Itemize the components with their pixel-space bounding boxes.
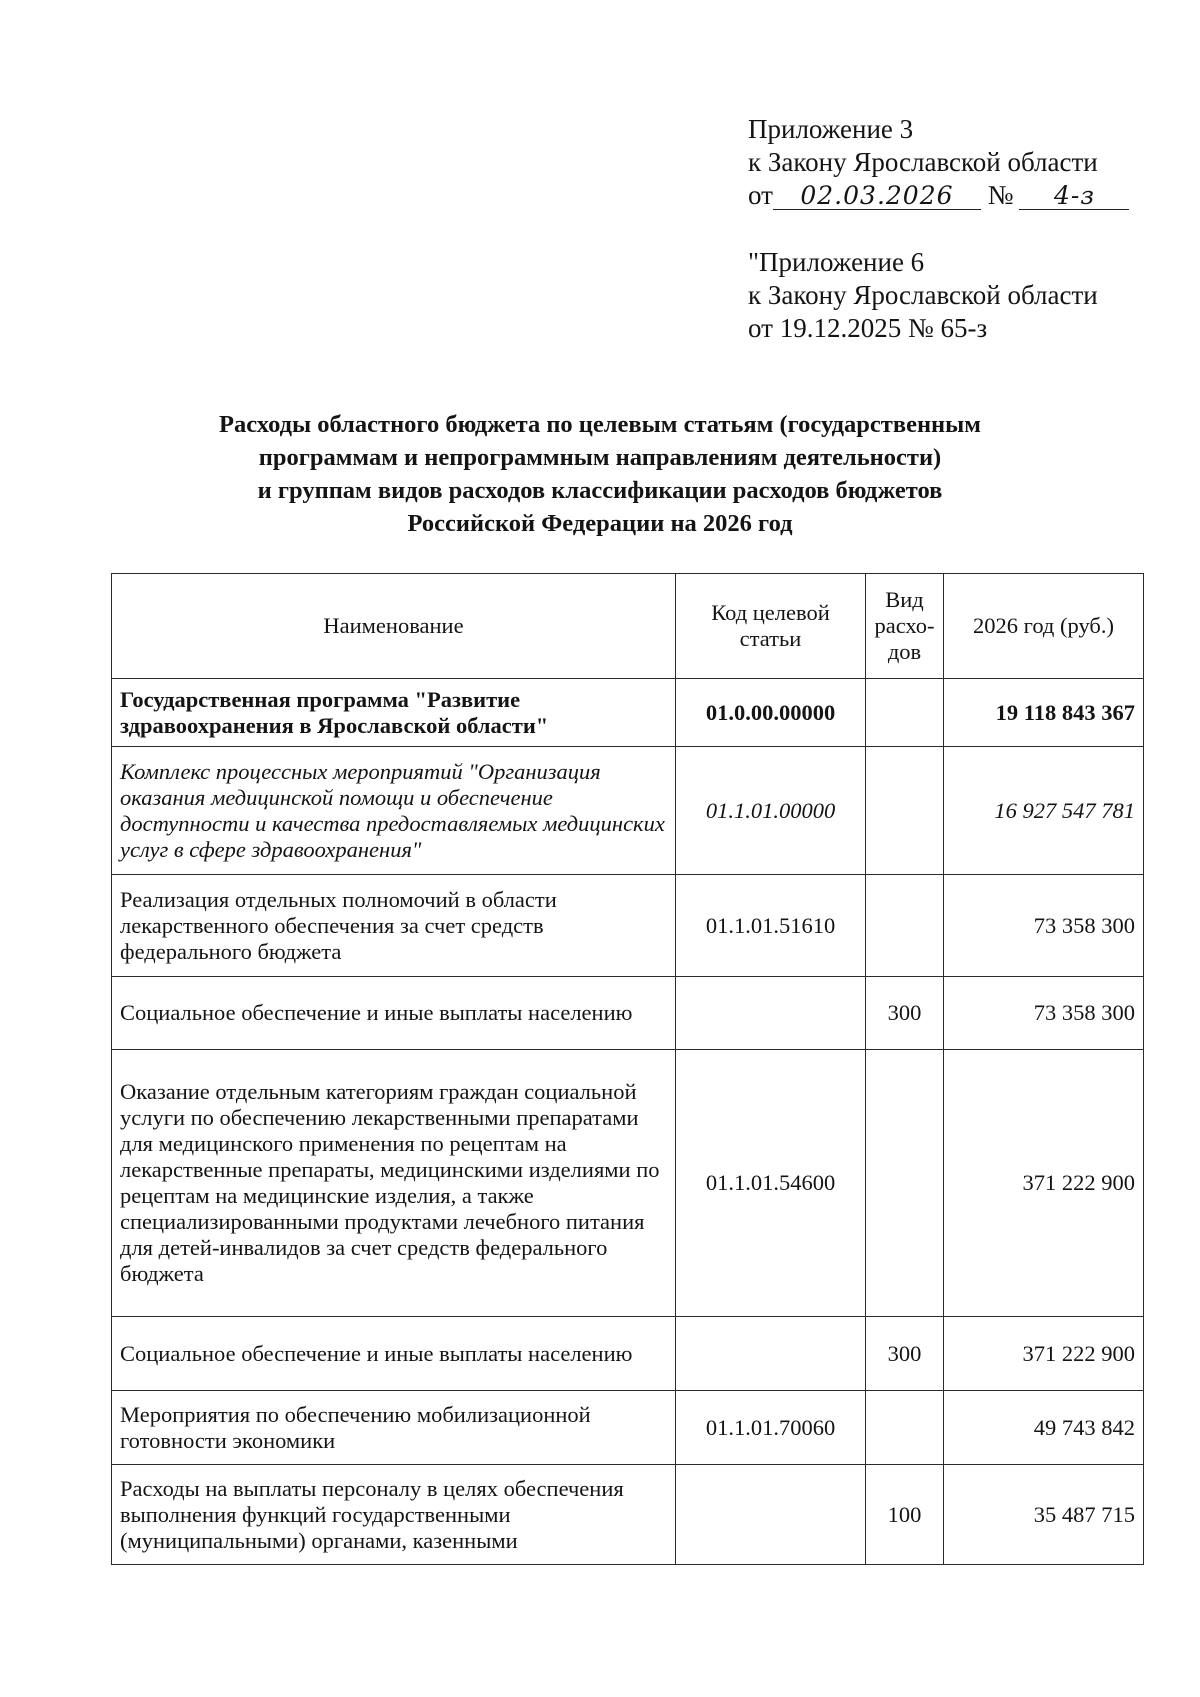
original-law-date: от 19.12.2025 № 65-з bbox=[748, 313, 988, 343]
row-kind: 300 bbox=[866, 977, 944, 1050]
row-name: Социальное обеспечение и иные выплаты населению bbox=[112, 977, 676, 1050]
document-title bbox=[110, 408, 1090, 540]
table-row bbox=[112, 1317, 1144, 1391]
row-name: Расходы на выплаты персоналу в целях обеспечения выполнения функций государственными (муниципальными) органами, казенными bbox=[112, 1465, 676, 1565]
annex-label: Приложение 3 bbox=[748, 114, 914, 144]
row-kind: 300 bbox=[866, 1317, 944, 1391]
date-prefix: от bbox=[748, 180, 773, 210]
table-header-row bbox=[112, 574, 1144, 679]
row-amount: 371 222 900 bbox=[944, 1050, 1144, 1317]
row-kind bbox=[866, 679, 944, 747]
row-kind: 100 bbox=[866, 1465, 944, 1565]
table-row bbox=[112, 1465, 1144, 1565]
table-row bbox=[112, 977, 1144, 1050]
row-name: Мероприятия по обеспечению мобилизационной готовности экономики bbox=[112, 1391, 676, 1465]
row-amount: 371 222 900 bbox=[944, 1317, 1144, 1391]
row-code: 01.1.01.00000 bbox=[676, 747, 866, 875]
table-row bbox=[112, 875, 1144, 977]
row-kind bbox=[866, 1050, 944, 1317]
annex-header-original bbox=[748, 246, 1168, 345]
original-annex-label: "Приложение 6 bbox=[748, 247, 925, 277]
row-code: 01.1.01.70060 bbox=[676, 1391, 866, 1465]
row-code: 01.1.01.54600 bbox=[676, 1050, 866, 1317]
row-code bbox=[676, 977, 866, 1050]
row-amount: 73 358 300 bbox=[944, 875, 1144, 977]
row-name: Социальное обеспечение и иные выплаты населению bbox=[112, 1317, 676, 1391]
row-amount: 16 927 547 781 bbox=[944, 747, 1144, 875]
header-code: Код целевой статьи bbox=[676, 574, 866, 679]
table-row bbox=[112, 1050, 1144, 1317]
title-line: Расходы областного бюджета по целевым статьям (государственным bbox=[219, 411, 981, 438]
budget-table bbox=[111, 573, 1144, 1565]
row-amount: 35 487 715 bbox=[944, 1465, 1144, 1565]
annex-date-line bbox=[748, 179, 1168, 212]
number-prefix: № bbox=[987, 180, 1014, 210]
header-name: Наименование bbox=[112, 574, 676, 679]
row-kind bbox=[866, 875, 944, 977]
row-name: Реализация отдельных полномочий в области лекарственного обеспечения за счет средств федерального бюджета bbox=[112, 875, 676, 977]
row-name: Комплекс процессных мероприятий "Организация оказания медицинской помощи и обеспечение доступности и качества предоставляемых медицинских услуг в сфере здравоохранения" bbox=[112, 747, 676, 875]
row-kind bbox=[866, 747, 944, 875]
header-kind: Вид расхо-дов bbox=[866, 574, 944, 679]
table-row bbox=[112, 747, 1144, 875]
row-name: Государственная программа "Развитие здравоохранения в Ярославской области" bbox=[112, 679, 676, 747]
row-code bbox=[676, 1317, 866, 1391]
header-amount: 2026 год (руб.) bbox=[944, 574, 1144, 679]
row-amount: 19 118 843 367 bbox=[944, 679, 1144, 747]
handwritten-date: 02.03.2026 bbox=[773, 183, 981, 210]
row-code: 01.0.00.00000 bbox=[676, 679, 866, 747]
row-name: Оказание отдельным категориям граждан социальной услуги по обеспечению лекарственными препаратами для медицинского применения по рецептам на лекарственные препараты, медицинскими изделиями по рецептам на медицинские изделия, а также специализированными продуктами лечебного питания для детей-инвалидов за счет средств федерального бюджета bbox=[112, 1050, 676, 1317]
annex-law-reference: к Закону Ярославской области bbox=[748, 147, 1098, 177]
row-code bbox=[676, 1465, 866, 1565]
title-line: и группам видов расходов классификации расходов бюджетов bbox=[257, 477, 943, 504]
row-amount: 49 743 842 bbox=[944, 1391, 1144, 1465]
table-row bbox=[112, 679, 1144, 747]
annex-header-current bbox=[748, 113, 1168, 212]
title-line: Российской Федерации на 2026 год bbox=[407, 510, 793, 537]
original-law-reference: к Закону Ярославской области bbox=[748, 280, 1098, 310]
row-code: 01.1.01.51610 bbox=[676, 875, 866, 977]
handwritten-number: 4-з bbox=[1019, 183, 1129, 210]
title-line: программам и непрограммным направлениям деятельности) bbox=[258, 444, 942, 471]
row-amount: 73 358 300 bbox=[944, 977, 1144, 1050]
row-kind bbox=[866, 1391, 944, 1465]
table-row bbox=[112, 1391, 1144, 1465]
